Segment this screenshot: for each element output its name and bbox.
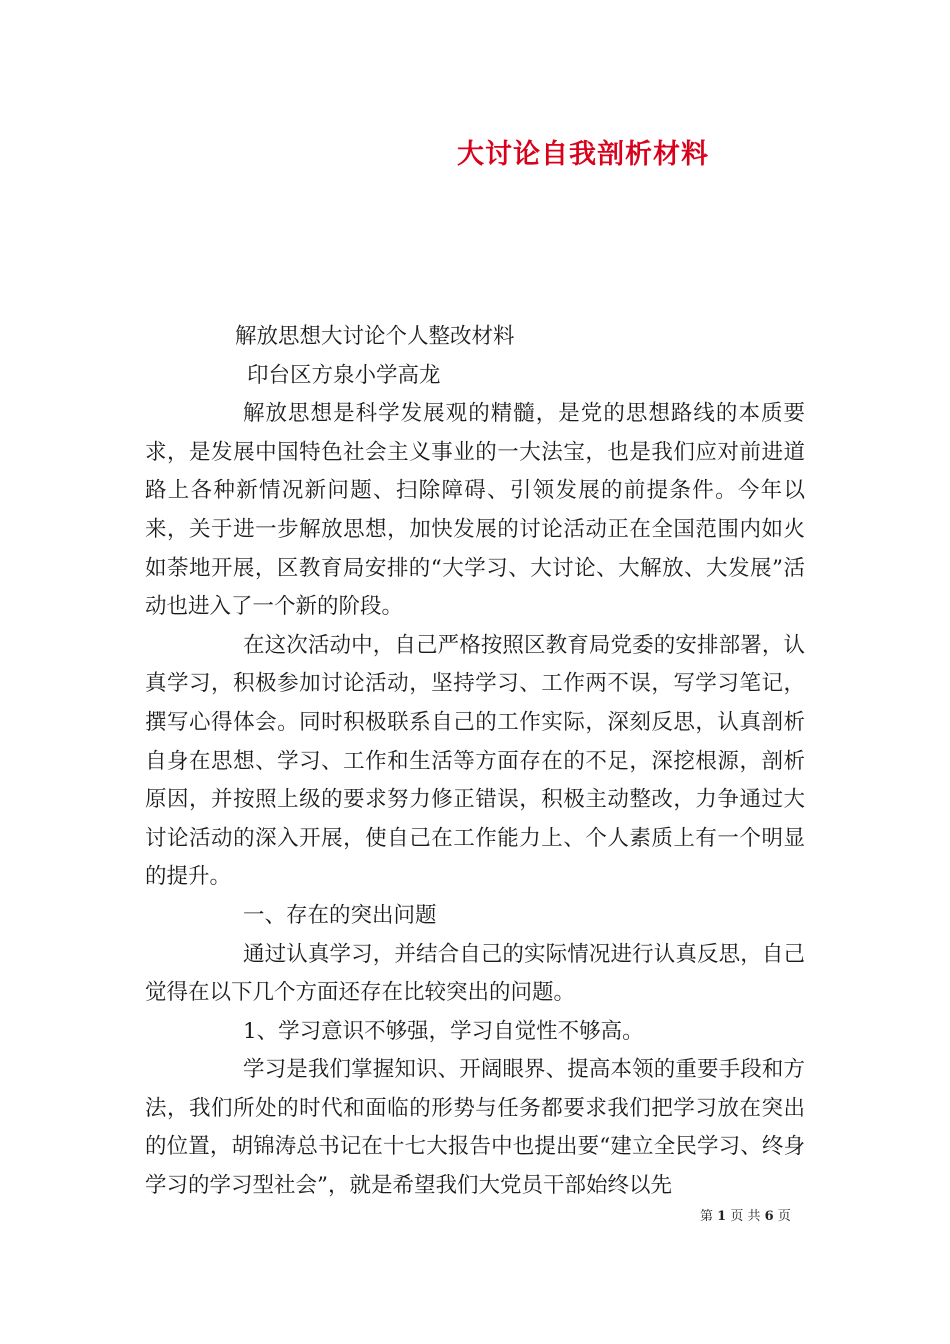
footer-prefix: 第 [700,1209,714,1224]
section-title-problems: 一、存在的突出问题 [243,902,437,928]
paragraph-1: 解放思想是科学发展观的精髓，是党的思想路线的本质要求，是发展中国特色社会主义事业的一大法宝，也是我们应对前进道路上各种新情况新问题、扫除障碍、引领发展的前提条件。今年以来，关于进一步解放思想，加快发展的讨论活动正在全国范围内如火如荼地开展，区教育局安排的“大学习、大讨论、大解放、大发展”活动也进入了一个新的阶段。 [145,401,805,620]
footer-middle: 页 共 [730,1209,761,1224]
document-body [145,318,805,1206]
document-title: 大讨论自我剖析材料 [457,139,709,170]
page-number-footer [700,1205,820,1224]
paragraph-3: 通过认真学习，并结合自己的实际情况进行认真反思，自己觉得在以下几个方面还存在比较突出的问题。 [145,941,805,1006]
section-heading: 解放思想大讨论个人整改材料 [235,324,515,349]
paragraph-4: 学习是我们掌握知识、开阔眼界、提高本领的重要手段和方法，我们所处的时代和面临的形势与任务都要求我们把学习放在突出的位置，胡锦涛总书记在十七大报告中也提出要“建立全民学习、终身学习的学习型社会”，就是希望我们大党员干部始终以先 [145,1057,805,1199]
total-page-number: 6 [764,1209,774,1224]
current-page-number: 1 [717,1209,727,1224]
footer-suffix: 页 [777,1209,791,1224]
author-line: 印台区方泉小学高龙 [247,362,441,388]
subsection-title-1: 1、学习意识不够强，学习自觉性不够高。 [243,1018,644,1044]
paragraph-2: 在这次活动中，自己严格按照区教育局党委的安排部署，认真学习，积极参加讨论活动，坚持学习、工作两不误，写学习笔记，撰写心得体会。同时积极联系自己的工作实际，深刻反思，认真剖析自身在思想、学习、工作和生活等方面存在的不足，深挖根源，剖析原因，并按照上级的要求努力修正错误，积极主动整改，力争通过大讨论活动的深入开展，使自己在工作能力上、个人素质上有一个明显的提升。 [145,632,805,890]
